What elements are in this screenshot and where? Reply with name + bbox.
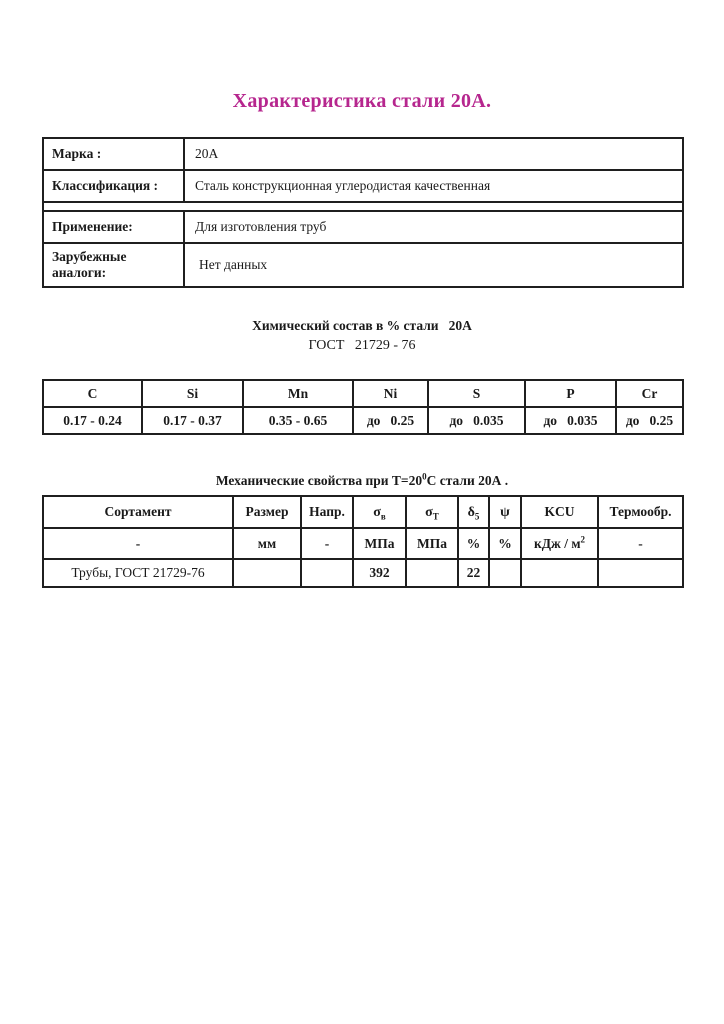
mech-header-psi [489, 496, 521, 528]
mech-header-razmer: Размер [233, 496, 301, 528]
chem-composition-table [42, 379, 684, 435]
info-label-marka: Марка : [43, 138, 184, 170]
mech-unit-psi: % [489, 528, 521, 559]
chem-header-si: Si [142, 380, 243, 407]
mech-data-sigma-t [406, 559, 458, 587]
chem-values-row [43, 407, 683, 434]
chem-header-ni: Ni [353, 380, 428, 407]
sigma-symbol: σ [425, 504, 433, 520]
mech-unit-napr: - [301, 528, 353, 559]
mech-header-termoobr: Термообр. [598, 496, 683, 528]
mech-data-delta: 22 [458, 559, 489, 587]
mech-units-row [43, 528, 683, 559]
chem-value-ni: до 0.25 [353, 407, 428, 434]
sigma-t-subscript: Т [432, 511, 439, 522]
info-label-klassifikaciya: Классификация : [43, 170, 184, 202]
table-row [43, 138, 683, 170]
table-row [43, 243, 683, 287]
mech-header-sigma-t [406, 496, 458, 528]
delta-5-subscript: 5 [474, 511, 480, 522]
info-value-analogi: Нет данных [184, 243, 683, 287]
chem-value-c: 0.17 - 0.24 [43, 407, 142, 434]
chem-section-heading: Химический состав в % стали 20А [252, 318, 472, 333]
chem-value-mn: 0.35 - 0.65 [243, 407, 353, 434]
table-row [43, 211, 683, 243]
chem-header-s: S [428, 380, 525, 407]
psi-symbol: ψ [500, 504, 510, 520]
kcu-unit-exponent: 2 [580, 534, 586, 544]
chem-value-si: 0.17 - 0.37 [142, 407, 243, 434]
info-label-primenenie: Применение: [43, 211, 184, 243]
mech-data-napr [301, 559, 353, 587]
mech-header-kcu: KCU [521, 496, 598, 528]
mech-data-psi [489, 559, 521, 587]
delta-symbol: δ [467, 504, 475, 520]
steel-info-table [42, 137, 684, 288]
chem-value-cr: до 0.25 [616, 407, 683, 434]
spacer-cell [43, 202, 683, 211]
sigma-v-subscript: в [380, 511, 386, 522]
mech-data-termoobr [598, 559, 683, 587]
mech-properties-table [42, 495, 684, 588]
chem-value-p: до 0.035 [525, 407, 616, 434]
chem-header-row [43, 380, 683, 407]
mech-unit-sigma-t: МПа [406, 528, 458, 559]
mech-heading-degree: 0 [422, 471, 427, 482]
sigma-symbol: σ [373, 504, 381, 520]
kcu-unit-base: кДж / м [533, 535, 581, 551]
chem-header-p: P [525, 380, 616, 407]
info-value-klassifikaciya: Сталь конструкционная углеродистая качественная [184, 170, 683, 202]
mech-header-napr: Напр. [301, 496, 353, 528]
mech-unit-delta: % [458, 528, 489, 559]
chem-header-cr: Cr [616, 380, 683, 407]
info-value-primenenie: Для изготовления труб [184, 211, 683, 243]
mech-unit-kcu [521, 528, 598, 559]
mech-data-kcu [521, 559, 598, 587]
table-spacer-row [43, 202, 683, 211]
mech-unit-termoobr: - [598, 528, 683, 559]
mech-data-sigma-v: 392 [353, 559, 406, 587]
mech-header-row [43, 496, 683, 528]
table-row [43, 170, 683, 202]
mech-heading-prefix: Механические свойства при Т=20 [215, 473, 423, 488]
mech-data-razmer [233, 559, 301, 587]
mech-header-sortament: Сортамент [43, 496, 233, 528]
mech-section-heading [0, 473, 724, 489]
chem-value-s: до 0.035 [428, 407, 525, 434]
mech-unit-sigma-v: МПа [353, 528, 406, 559]
mech-heading-suffix: С стали 20А . [426, 473, 509, 488]
mech-header-sigma-v [353, 496, 406, 528]
page-title: Характеристика стали 20А. [232, 90, 492, 112]
mech-data-sortament: Трубы, ГОСТ 21729-76 [43, 559, 233, 587]
chem-gost-line: ГОСТ 21729 - 76 [308, 338, 416, 353]
mech-header-delta-5 [458, 496, 489, 528]
info-label-analogi: Зарубежные аналоги: [43, 243, 184, 287]
mech-data-row [43, 559, 683, 587]
chem-header-mn: Mn [243, 380, 353, 407]
info-value-marka: 20А [184, 138, 683, 170]
mech-unit-sortament: - [43, 528, 233, 559]
mech-unit-razmer: мм [233, 528, 301, 559]
chem-header-c: C [43, 380, 142, 407]
